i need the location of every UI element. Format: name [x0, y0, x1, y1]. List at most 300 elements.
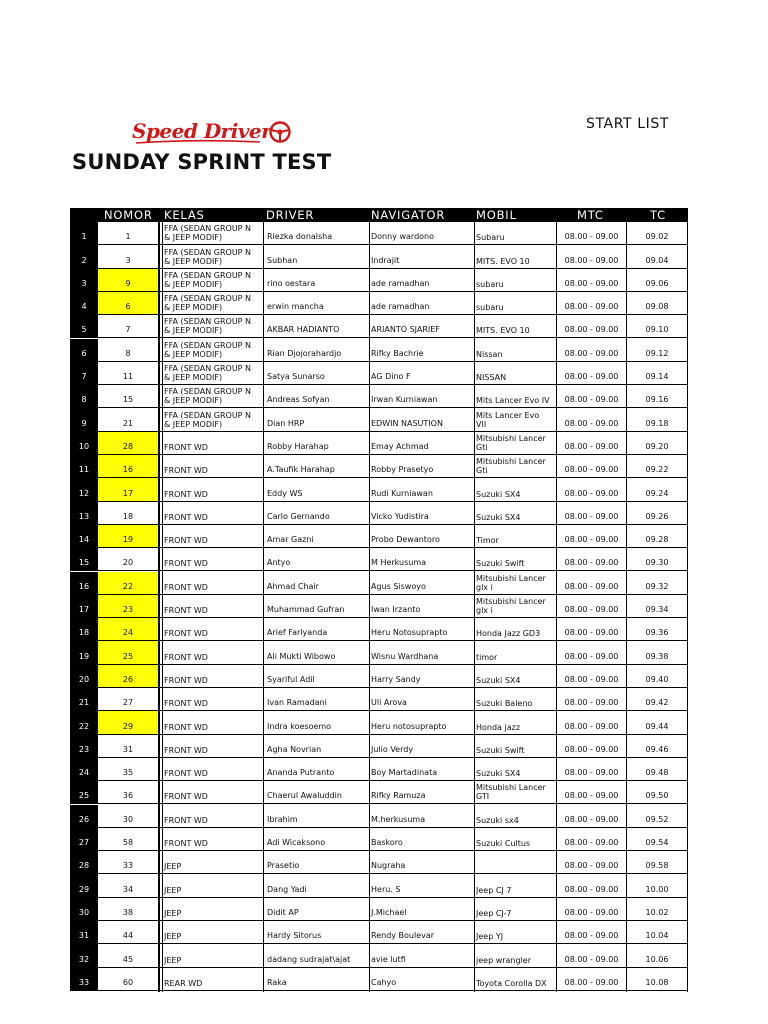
- cell-kelas-line2: FRONT WD: [164, 815, 208, 825]
- cell-mobil-line2: GTI: [476, 792, 490, 802]
- row-index: 7: [70, 362, 98, 384]
- cell-mobil-line1: Mits Lancer Evo: [476, 410, 540, 420]
- cell-mtc: 08.00 - 09.00: [564, 931, 619, 941]
- cell-mtc: 08.00 - 09.00: [564, 255, 619, 265]
- cell-mobil: [475, 805, 557, 827]
- cell-nomor: 44: [122, 931, 134, 941]
- cell-kelas-line2: JEEP: [164, 955, 182, 965]
- cell-mobil-line2: MITS. EVO 10: [476, 326, 530, 336]
- cell-mobil-line1: Mitsubishi Lancer: [476, 573, 546, 583]
- cell-kelas: [162, 781, 262, 803]
- cell-mobil: [475, 921, 557, 943]
- cell-kelas-line2: FRONT WD: [164, 442, 208, 452]
- header-navigator: NAVIGATOR: [371, 208, 446, 222]
- cell-mobil-line2: Suzuki SX4: [476, 489, 521, 499]
- cell-navigator: avie lutfi: [371, 954, 406, 964]
- cell-kelas-line2: FRONT WD: [164, 629, 208, 639]
- cell-navigator: Boy Martadinata: [371, 768, 438, 778]
- row-index: 33: [70, 968, 98, 990]
- row-index: 4: [70, 292, 98, 314]
- cell-mobil-line2: jeep wrangler: [476, 955, 532, 965]
- cell-kelas-line2: FRONT WD: [164, 536, 208, 546]
- cell-kelas: [162, 572, 262, 594]
- cell-navigator: Julio Verdy: [371, 744, 414, 754]
- cell-mobil-line2: Suzuki SX4: [476, 512, 521, 522]
- cell-mobil-line2: Gti: [476, 442, 488, 452]
- cell-kelas-line2: & JEEP MODIF): [164, 303, 223, 313]
- cell-driver: rino oestara: [267, 278, 316, 288]
- row-index: 22: [70, 711, 98, 733]
- column-divider: [687, 208, 688, 992]
- cell-mtc: 08.00 - 09.00: [564, 605, 619, 615]
- cell-mobil: [475, 525, 557, 547]
- cell-mobil-line2: subaru: [476, 303, 504, 313]
- row-index: 30: [70, 898, 98, 920]
- cell-kelas-line2: FRONT WD: [164, 699, 208, 709]
- cell-mobil-line2: Suzuki Baleno: [476, 699, 533, 709]
- cell-navigator: Robby Prasetyo: [371, 465, 434, 475]
- cell-mtc: 08.00 - 09.00: [564, 698, 619, 708]
- cell-mobil-line2: Subaru: [476, 233, 505, 243]
- cell-mtc: 08.00 - 09.00: [564, 861, 619, 871]
- cell-driver: Robby Harahap: [267, 441, 329, 451]
- cell-mobil-line2: VII: [476, 419, 487, 429]
- cell-mobil: [475, 222, 557, 244]
- cell-nomor: 9: [98, 269, 158, 291]
- row-index: 8: [70, 385, 98, 407]
- header-nomor: NOMOR: [104, 208, 153, 222]
- row-index: 10: [70, 432, 98, 454]
- cell-kelas-line2: FRONT WD: [164, 512, 208, 522]
- row-index: 21: [70, 688, 98, 710]
- column-divider: [626, 208, 627, 992]
- cell-mobil-line2: Suzuki Swift: [476, 559, 525, 569]
- cell-driver: Riezka donalsha: [267, 232, 333, 242]
- column-divider: [369, 208, 370, 992]
- cell-mtc: 08.00 - 09.00: [564, 814, 619, 824]
- cell-driver: Ahmad Chair: [267, 581, 319, 591]
- cell-nomor: 1: [125, 232, 131, 242]
- cell-nomor: 23: [98, 595, 158, 617]
- cell-kelas: [162, 898, 262, 920]
- cell-mtc: 08.00 - 09.00: [564, 977, 619, 987]
- cell-nomor: 11: [122, 372, 134, 382]
- cell-mobil: [475, 455, 557, 477]
- cell-mobil: [475, 572, 557, 594]
- cell-kelas-line2: FRONT WD: [164, 559, 208, 569]
- logo-swoosh: [134, 139, 262, 145]
- row-index: 32: [70, 944, 98, 966]
- cell-kelas: [162, 805, 262, 827]
- cell-navigator: EDWIN NASUTION: [371, 418, 443, 428]
- row-index: 14: [70, 525, 98, 547]
- cell-nomor: 58: [122, 838, 134, 848]
- cell-nomor: 20: [122, 558, 134, 568]
- cell-mtc: 08.00 - 09.00: [564, 465, 619, 475]
- cell-nomor: 15: [122, 395, 134, 405]
- cell-mtc: 08.00 - 09.00: [564, 488, 619, 498]
- cell-tc: 10.08: [645, 977, 669, 987]
- column-divider: [263, 208, 264, 992]
- cell-kelas-line2: & JEEP MODIF): [164, 233, 223, 243]
- cell-kelas-line1: FFA (SEDAN GROUP N: [164, 270, 252, 280]
- cell-kelas: [162, 222, 262, 244]
- cell-tc: 09.04: [645, 255, 669, 265]
- cell-kelas-line2: FRONT WD: [164, 745, 208, 755]
- cell-tc: 10.00: [645, 884, 669, 894]
- cell-kelas: [162, 874, 262, 896]
- cell-mobil-line1: Mitsubishi Lancer: [476, 457, 546, 467]
- cell-kelas: [162, 548, 262, 570]
- cell-driver: A.Taufik Harahap: [267, 465, 335, 475]
- row-index: 9: [70, 408, 98, 430]
- cell-nomor: 29: [98, 711, 158, 733]
- cell-kelas: [162, 478, 262, 500]
- cell-tc: 09.24: [645, 488, 669, 498]
- row-index: 20: [70, 665, 98, 687]
- cell-mobil: [475, 688, 557, 710]
- cell-mobil-line1: Mitsubishi Lancer: [476, 783, 546, 793]
- cell-kelas-line1: FFA (SEDAN GROUP N: [164, 364, 252, 374]
- cell-driver: Eddy WS: [267, 488, 303, 498]
- cell-navigator: J.Michael: [371, 907, 407, 917]
- cell-driver: Indra koesoemo: [267, 721, 332, 731]
- cell-mobil-line2: Suzuki SX4: [476, 675, 521, 685]
- cell-tc: 09.10: [645, 325, 669, 335]
- cell-tc: 09.22: [645, 465, 669, 475]
- cell-kelas: [162, 944, 262, 966]
- cell-nomor: 7: [125, 325, 131, 335]
- cell-tc: 10.04: [645, 931, 669, 941]
- cell-mobil: [475, 245, 557, 267]
- row-index: 27: [70, 828, 98, 850]
- cell-kelas-line2: FRONT WD: [164, 769, 208, 779]
- row-index: 5: [70, 315, 98, 337]
- cell-mobil: [475, 898, 557, 920]
- cell-kelas-line2: FRONT WD: [164, 466, 208, 476]
- start-list-table: [70, 208, 688, 992]
- header-driver: DRIVER: [266, 208, 315, 222]
- cell-mobil: [475, 595, 557, 617]
- cell-kelas-line2: FRONT WD: [164, 792, 208, 802]
- cell-kelas-line2: REAR WD: [164, 978, 203, 988]
- cell-driver: Satya Sunarso: [267, 372, 325, 382]
- cell-driver: Subhan: [267, 255, 298, 265]
- cell-nomor: 19: [98, 525, 158, 547]
- cell-nomor: 16: [98, 455, 158, 477]
- cell-nomor: 8: [125, 348, 131, 358]
- cell-driver: Amar Gazni: [267, 535, 314, 545]
- cell-navigator: Probo Dewantoro: [371, 535, 440, 545]
- cell-mobil-line2: MITS. EVO 10: [476, 256, 530, 266]
- cell-mobil: [475, 665, 557, 687]
- row-index: 13: [70, 502, 98, 524]
- cell-navigator: ade ramadhan: [371, 278, 430, 288]
- cell-nomor: 18: [122, 511, 134, 521]
- cell-mobil: [475, 641, 557, 663]
- cell-nomor: 34: [122, 884, 134, 894]
- cell-driver: Ali Mukti Wibowo: [267, 651, 336, 661]
- cell-tc: 09.26: [645, 511, 669, 521]
- cell-driver: Rian Djojorahardjo: [267, 348, 342, 358]
- cell-kelas: [162, 595, 262, 617]
- row-index: 29: [70, 874, 98, 896]
- cell-kelas-line2: FRONT WD: [164, 606, 208, 616]
- cell-mtc: 08.00 - 09.00: [564, 558, 619, 568]
- cell-mtc: 08.00 - 09.00: [564, 278, 619, 288]
- cell-mtc: 08.00 - 09.00: [564, 674, 619, 684]
- cell-driver: Prasetio: [267, 861, 300, 871]
- cell-kelas-line1: FFA (SEDAN GROUP N: [164, 340, 252, 350]
- cell-mtc: 08.00 - 09.00: [564, 511, 619, 521]
- cell-kelas: [162, 245, 262, 267]
- cell-mobil-line2: Suzuki SX4: [476, 769, 521, 779]
- cell-navigator: AG Dino F: [371, 372, 411, 382]
- cell-nomor: 28: [98, 432, 158, 454]
- row-index: 31: [70, 921, 98, 943]
- cell-mobil-line2: timor: [476, 652, 498, 662]
- cell-tc: 09.36: [645, 628, 669, 638]
- cell-kelas: [162, 408, 262, 430]
- cell-mobil-line2: Toyota Corolla DX: [476, 978, 547, 988]
- cell-nomor: 33: [122, 861, 134, 871]
- cell-navigator: Donny wardono: [371, 232, 435, 242]
- cell-mobil: [475, 478, 557, 500]
- cell-driver: Chaerul Awaluddin: [267, 791, 342, 801]
- cell-driver: Arief Farlyanda: [267, 628, 328, 638]
- cell-navigator: Iwan Irzanto: [371, 605, 421, 615]
- cell-mobil: [475, 851, 557, 873]
- cell-tc: 09.48: [645, 768, 669, 778]
- cell-kelas: [162, 385, 262, 407]
- cell-mobil: [475, 711, 557, 733]
- row-index: 11: [70, 455, 98, 477]
- cell-mobil-line2: Suzuki Swift: [476, 745, 525, 755]
- cell-mobil-line2: Jeep YJ: [476, 932, 504, 942]
- cell-mtc: 08.00 - 09.00: [564, 418, 619, 428]
- cell-kelas: [162, 618, 262, 640]
- cell-kelas: [162, 292, 262, 314]
- cell-tc: 09.46: [645, 744, 669, 754]
- cell-mobil-line2: NISSAN: [476, 373, 507, 383]
- speed-driver-logo: [132, 119, 297, 147]
- cell-kelas-line1: FFA (SEDAN GROUP N: [164, 410, 252, 420]
- cell-nomor: 30: [122, 814, 134, 824]
- cell-mobil: [475, 408, 557, 430]
- header-tc: TC: [650, 208, 666, 222]
- cell-tc: 09.58: [645, 861, 669, 871]
- cell-mtc: 08.00 - 09.00: [564, 302, 619, 312]
- cell-mobil-line2: Timor: [476, 536, 499, 546]
- header-mtc: MTC: [577, 208, 604, 222]
- cell-tc: 09.02: [645, 232, 669, 242]
- cell-mobil: [475, 781, 557, 803]
- cell-navigator: Emay Achmad: [371, 441, 429, 451]
- cell-nomor: 60: [122, 977, 134, 987]
- cell-tc: 09.08: [645, 302, 669, 312]
- cell-tc: 09.44: [645, 721, 669, 731]
- row-index: 26: [70, 805, 98, 827]
- cell-kelas-line2: & JEEP MODIF): [164, 256, 223, 266]
- cell-navigator: Harry Sandy: [371, 674, 421, 684]
- cell-driver: Ivan Ramadani: [267, 698, 327, 708]
- cell-tc: 09.40: [645, 674, 669, 684]
- cell-kelas-line2: JEEP: [164, 862, 182, 872]
- cell-mtc: 08.00 - 09.00: [564, 232, 619, 242]
- cell-kelas: [162, 315, 262, 337]
- cell-mtc: 08.00 - 09.00: [564, 348, 619, 358]
- cell-navigator: Rudi Kurniawan: [371, 488, 433, 498]
- cell-mobil: [475, 618, 557, 640]
- cell-driver: Syariful Adil: [267, 674, 315, 684]
- cell-mobil-line2: Honda Jazz GD3: [476, 629, 541, 639]
- cell-driver: Muhammad Gufran: [267, 605, 345, 615]
- cell-nomor: 31: [122, 744, 134, 754]
- cell-kelas: [162, 269, 262, 291]
- cell-tc: 09.42: [645, 698, 669, 708]
- cell-navigator: Uli Arova: [371, 698, 407, 708]
- cell-mtc: 08.00 - 09.00: [564, 372, 619, 382]
- row-index: 1: [70, 222, 98, 244]
- cell-nomor: 45: [122, 954, 134, 964]
- cell-mobil: [475, 944, 557, 966]
- cell-tc: 09.54: [645, 838, 669, 848]
- cell-tc: 10.06: [645, 954, 669, 964]
- cell-driver: Adi Wicaksono: [267, 838, 326, 848]
- row-index: 28: [70, 851, 98, 873]
- cell-mobil-line2: Suzuki Cultus: [476, 839, 531, 849]
- cell-driver: Agha Novrian: [267, 744, 322, 754]
- cell-tc: 09.30: [645, 558, 669, 568]
- cell-kelas: [162, 688, 262, 710]
- cell-driver: Carlo Gernando: [267, 511, 330, 521]
- cell-driver: Antyo: [267, 558, 291, 568]
- cell-kelas-line2: & JEEP MODIF): [164, 349, 223, 359]
- cell-mobil-line1: Mitsubishi Lancer: [476, 597, 546, 607]
- cell-kelas-line2: & JEEP MODIF): [164, 373, 223, 383]
- cell-mobil-line2: Suzuki sx4: [476, 815, 519, 825]
- cell-tc: 09.06: [645, 278, 669, 288]
- cell-mtc: 08.00 - 09.00: [564, 884, 619, 894]
- document-label: START LIST: [586, 116, 670, 132]
- cell-nomor: 24: [98, 618, 158, 640]
- cell-kelas: [162, 641, 262, 663]
- cell-navigator: M Herkusuma: [371, 558, 427, 568]
- cell-mobil: [475, 292, 557, 314]
- cell-tc: 09.20: [645, 441, 669, 451]
- row-index: 15: [70, 548, 98, 570]
- cell-kelas-line2: FRONT WD: [164, 489, 208, 499]
- cell-navigator: Agus Siswoyo: [371, 581, 426, 591]
- cell-kelas-line1: FFA (SEDAN GROUP N: [164, 387, 252, 397]
- cell-mobil: [475, 735, 557, 757]
- row-index: 6: [70, 339, 98, 361]
- cell-navigator: Wisnu Wardhana: [371, 651, 439, 661]
- cell-kelas: [162, 968, 262, 990]
- cell-kelas: [162, 735, 262, 757]
- row-index: 12: [70, 478, 98, 500]
- row-index: 18: [70, 618, 98, 640]
- cell-driver: Dang Yadi: [267, 884, 307, 894]
- row-index: 17: [70, 595, 98, 617]
- cell-kelas-line2: & JEEP MODIF): [164, 279, 223, 289]
- cell-driver: Ibrahim: [267, 814, 298, 824]
- cell-tc: 09.50: [645, 791, 669, 801]
- cell-mobil: [475, 385, 557, 407]
- row-index: 24: [70, 758, 98, 780]
- cell-mtc: 08.00 - 09.00: [564, 954, 619, 964]
- cell-tc: 09.28: [645, 535, 669, 545]
- cell-kelas-line2: & JEEP MODIF): [164, 326, 223, 336]
- cell-tc: 10.02: [645, 907, 669, 917]
- cell-mobil-line2: Gti: [476, 466, 488, 476]
- cell-navigator: ARIANTO SJARIEF: [371, 325, 440, 335]
- cell-kelas-line2: FRONT WD: [164, 582, 208, 592]
- cell-nomor: 27: [122, 698, 134, 708]
- cell-mtc: 08.00 - 09.00: [564, 628, 619, 638]
- cell-driver: erwin mancha: [267, 302, 324, 312]
- cell-mobil: [475, 315, 557, 337]
- cell-mobil: [475, 548, 557, 570]
- row-index: 19: [70, 641, 98, 663]
- cell-nomor: 35: [122, 768, 134, 778]
- header-mobil: MOBIL: [476, 208, 517, 222]
- cell-kelas: [162, 665, 262, 687]
- cell-mobil-line2: Nissan: [476, 349, 503, 359]
- cell-kelas-line2: JEEP: [164, 932, 182, 942]
- cell-mobil-line2: glx i: [476, 606, 493, 616]
- cell-mtc: 08.00 - 09.00: [564, 325, 619, 335]
- cell-mtc: 08.00 - 09.00: [564, 441, 619, 451]
- cell-mobil-line2: glx i: [476, 582, 493, 592]
- cell-navigator: Rendy Boulevar: [371, 931, 435, 941]
- header-kelas: KELAS: [164, 208, 205, 222]
- cell-mtc: 08.00 - 09.00: [564, 721, 619, 731]
- row-index: 2: [70, 245, 98, 267]
- cell-mtc: 08.00 - 09.00: [564, 744, 619, 754]
- cell-mtc: 08.00 - 09.00: [564, 907, 619, 917]
- cell-tc: 09.12: [645, 348, 669, 358]
- cell-nomor: 26: [98, 665, 158, 687]
- column-divider: [474, 208, 475, 992]
- steering-wheel-icon: [268, 120, 292, 144]
- cell-tc: 09.38: [645, 651, 669, 661]
- cell-kelas: [162, 362, 262, 384]
- cell-kelas-line2: FRONT WD: [164, 652, 208, 662]
- cell-kelas-line1: FFA (SEDAN GROUP N: [164, 317, 252, 327]
- cell-kelas: [162, 921, 262, 943]
- column-divider: [556, 208, 557, 992]
- cell-mobil-line2: Mits Lancer Evo IV: [476, 396, 550, 406]
- cell-driver: Ananda Putranto: [267, 768, 335, 778]
- cell-nomor: 38: [122, 907, 134, 917]
- cell-kelas-line2: & JEEP MODIF): [164, 396, 223, 406]
- cell-kelas: [162, 432, 262, 454]
- cell-nomor: 21: [122, 418, 134, 428]
- cell-nomor: 17: [98, 478, 158, 500]
- cell-navigator: Indrajit: [371, 255, 400, 265]
- cell-navigator: Vicko Yudistira: [371, 511, 429, 521]
- cell-tc: 09.14: [645, 372, 669, 382]
- cell-navigator: Rifky Bachrie: [371, 348, 424, 358]
- cell-mobil-line2: subaru: [476, 279, 504, 289]
- cell-driver: Raka: [267, 977, 287, 987]
- cell-kelas: [162, 711, 262, 733]
- row-index: 25: [70, 781, 98, 803]
- cell-nomor: 36: [122, 791, 134, 801]
- cell-navigator: Irwan Kurniawan: [371, 395, 438, 405]
- cell-kelas: [162, 525, 262, 547]
